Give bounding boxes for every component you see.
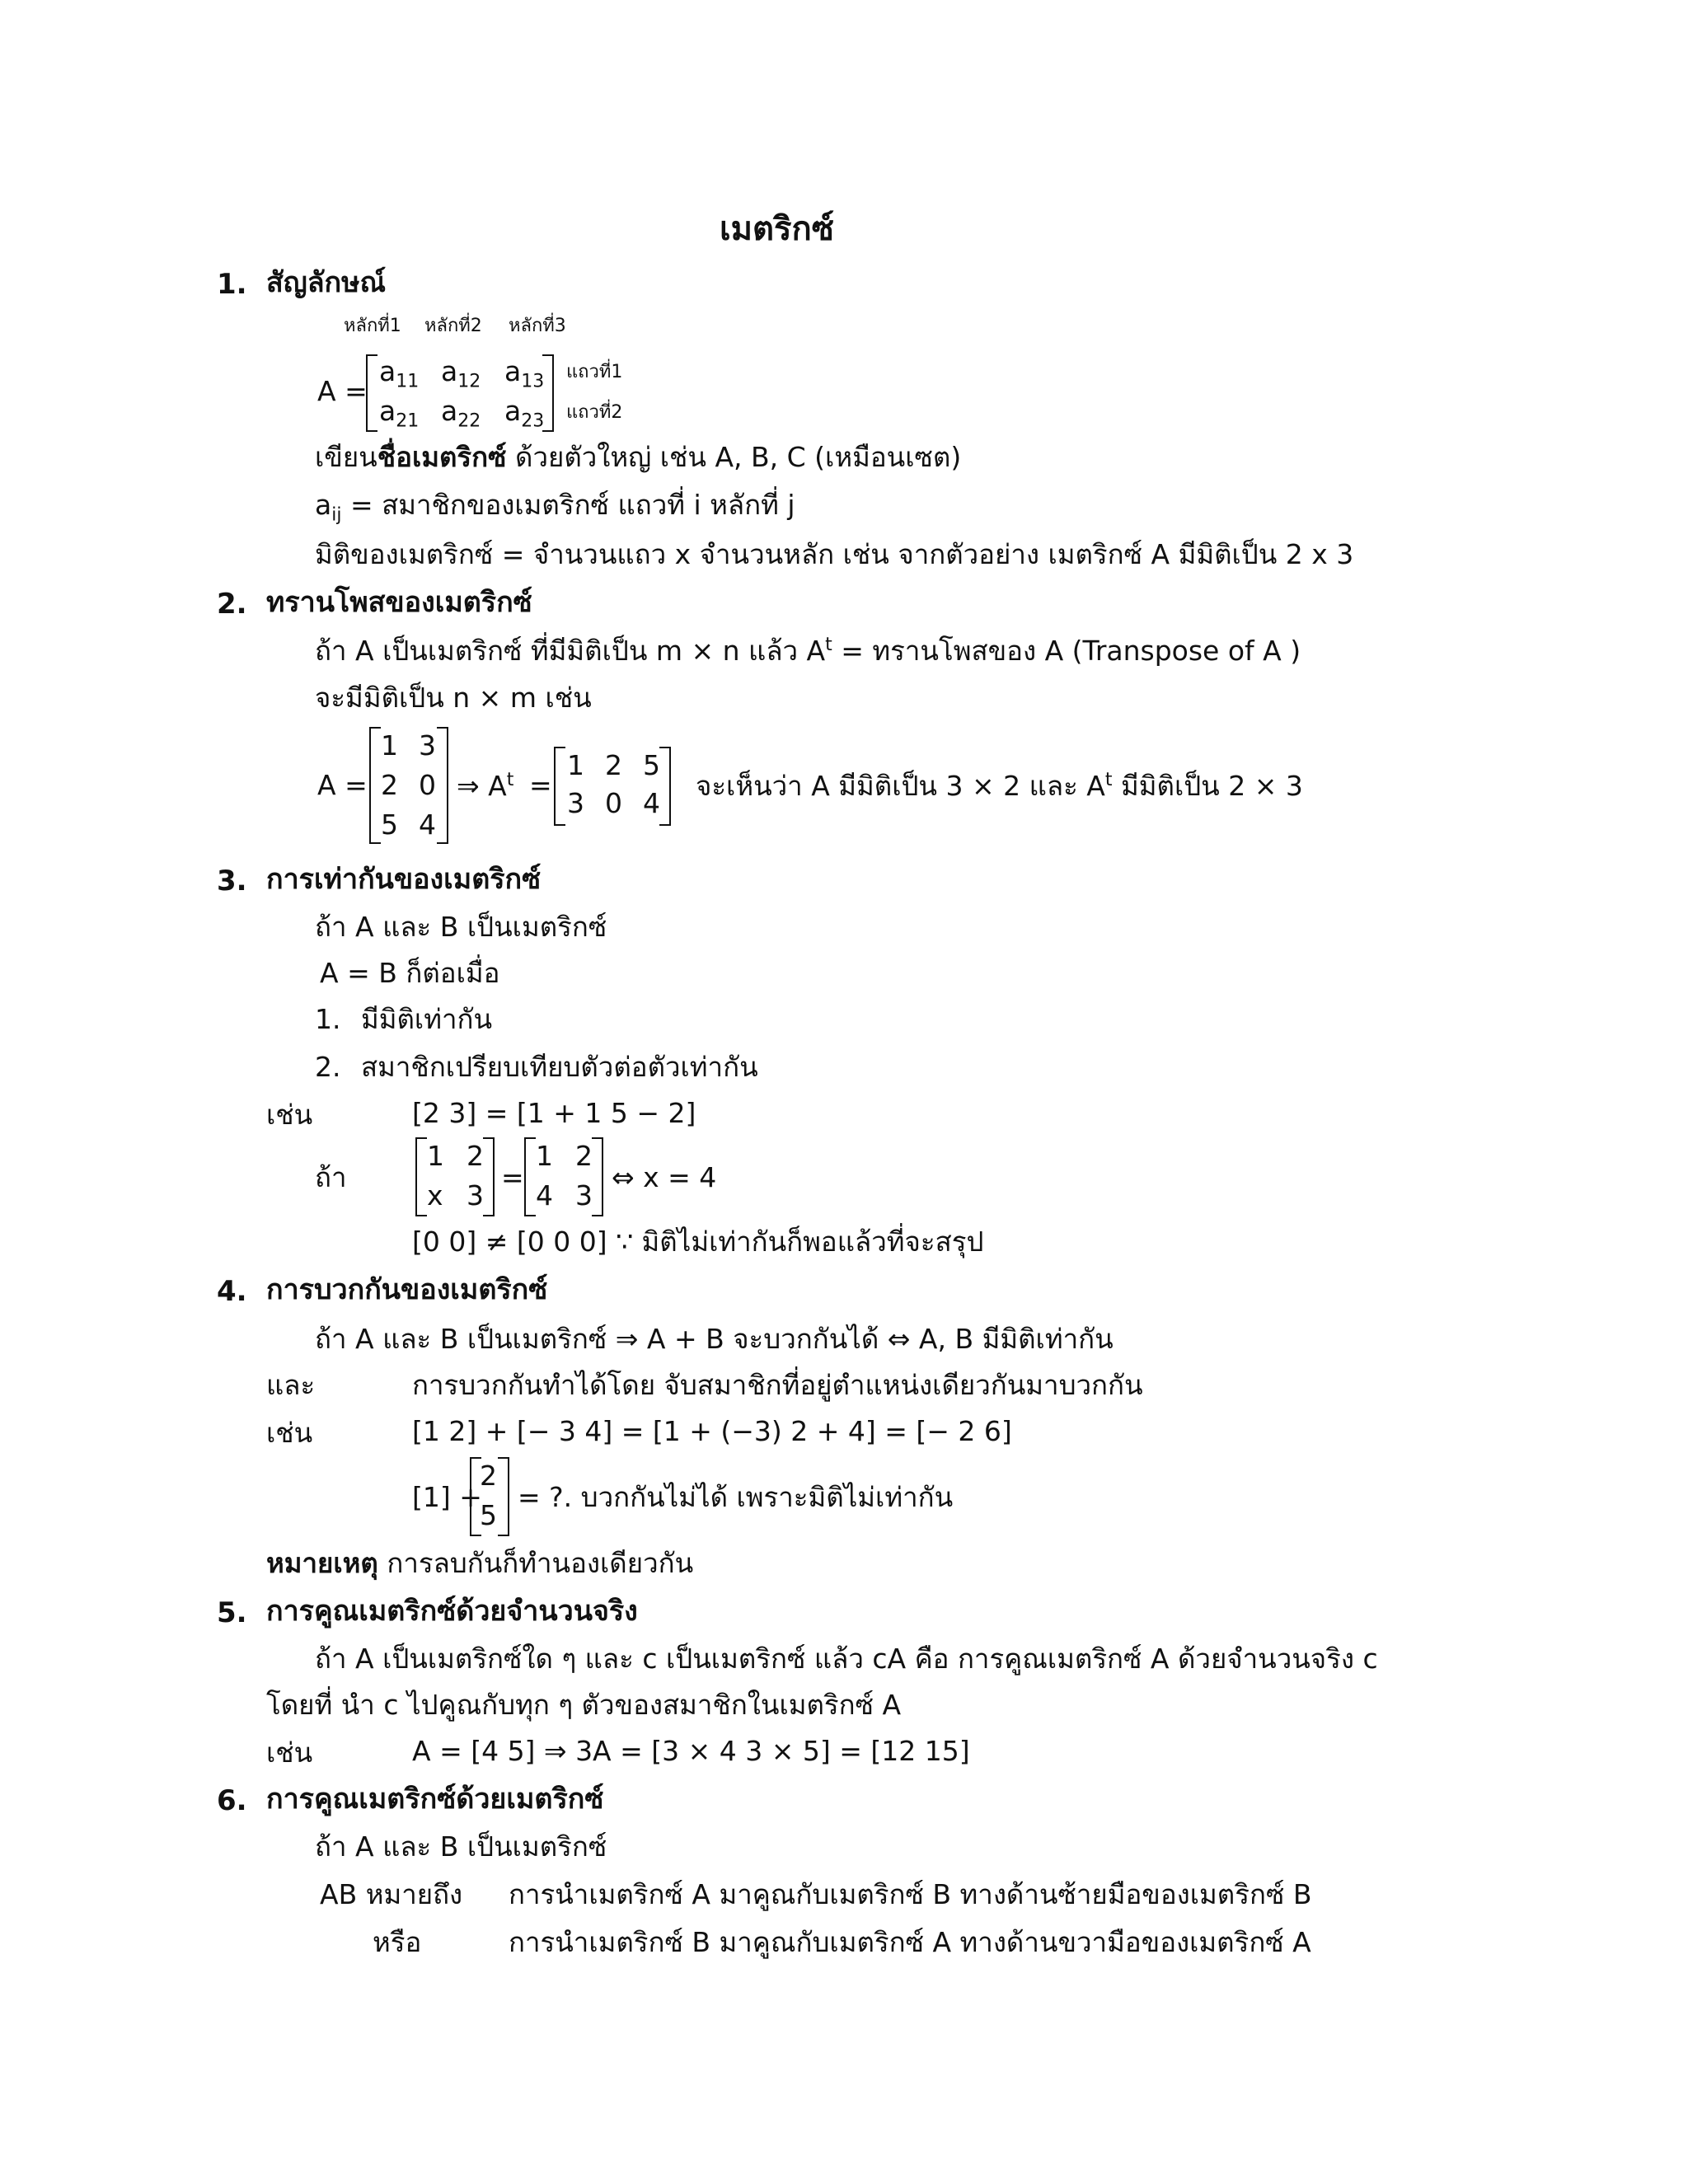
matrix-e-right-bracket — [498, 1457, 509, 1536]
matrix-c-cell: 3 — [467, 1179, 484, 1212]
matrix-a2-cell: 1 — [381, 729, 398, 762]
matrix-c-cell: 2 — [467, 1140, 484, 1172]
section-5-heading: การคูณเมตริกซ์ด้วยจำนวนจริง — [266, 1595, 638, 1628]
section-4-heading: การบวกกันของเมตริกซ์ — [266, 1273, 548, 1306]
column-label-1: หลักที่1 — [344, 316, 401, 336]
example-label: เช่น — [266, 1099, 313, 1131]
ab-meaning-label: AB หมายถึง — [320, 1878, 463, 1910]
or-meaning-text: การนำเมตริกซ์ B มาคูณกับเมตริกซ์ A ทางด้านขวามือของเมตริกซ์ A — [509, 1926, 1311, 1958]
scalar-example: A = [4 5] ⇒ 3A = [3 × 4 3 × 5] = [12 15] — [412, 1735, 970, 1767]
section-4-number: 4. — [217, 1275, 247, 1308]
element-a13: $a_{13}$ — [504, 355, 545, 392]
addition-example-2-prefix: [1] + — [412, 1481, 482, 1513]
row-label-1: แถวที่1 — [566, 362, 623, 382]
element-a22: $a_{22}$ — [441, 395, 481, 432]
addition-condition: ถ้า A และ B เป็นเมตริกซ์ ⇒ A + B จะบวกกันได้ ⇔ A, B มีมิติเท่ากัน — [315, 1323, 1114, 1355]
transpose-dimension: จะมีมิติเป็น n × m เช่น — [315, 682, 592, 714]
section-6-number: 6. — [217, 1784, 247, 1817]
element-a12: $a_{12}$ — [441, 355, 481, 392]
matrix-c-cell: 1 — [427, 1140, 444, 1172]
matrix-at-cell: 3 — [567, 787, 584, 819]
ab-meaning-text: การนำเมตริกซ์ A มาคูณกับเมตริกซ์ B ทางด้านซ้ายมือของเมตริกซ์ B — [509, 1878, 1312, 1910]
matrix-a2-cell: 3 — [419, 729, 436, 762]
section-3-number: 3. — [217, 865, 247, 898]
matrix-d-right-bracket — [592, 1137, 603, 1216]
section-2-heading: ทรานโพสของเมตริกซ์ — [266, 586, 532, 619]
equality-item: มีมิติเท่ากัน — [361, 1003, 493, 1035]
section-2-number: 2. — [217, 588, 247, 621]
matrix-at-cell: 1 — [567, 749, 584, 781]
matrix-a2-cell: 4 — [419, 808, 436, 841]
equality-item-number: 1. — [315, 1003, 341, 1035]
matrix-d-cell: 3 — [575, 1179, 593, 1212]
example-label: เช่น — [266, 1736, 313, 1769]
transpose-conclusion: จะเห็นว่า A มีมิติเป็น 3 × 2 และ $A^t$ มีมิติเป็น 2 × 3 — [696, 770, 1303, 802]
equality-iff: A = B ก็ต่อเมื่อ — [320, 957, 500, 989]
scalar-definition: ถ้า A เป็นเมตริกซ์ใด ๆ และ c เป็นเมตริกซ์ แล้ว cA คือ การคูณเมตริกซ์ A ด้วยจำนวนจริง c — [315, 1643, 1378, 1675]
iff-result: ⇔ x = 4 — [612, 1161, 717, 1193]
dimension-definition: มิติของเมตริกซ์ = จำนวนแถว x จำนวนหลัก เช่น จากตัวอย่าง เมตริกซ์ A มีมิติเป็น 2 x 3 — [315, 538, 1354, 570]
section-5-number: 5. — [217, 1596, 247, 1629]
addition-example-2-result: = ?. บวกกันไม่ได้ เพราะมิติไม่เท่ากัน — [518, 1481, 954, 1513]
column-label-3: หลักที่3 — [509, 316, 566, 336]
matrix-at-cell: 4 — [643, 787, 660, 819]
addition-method: การบวกกันทำได้โดย จับสมาชิกที่อยู่ตำแหน่งเดียวกันมาบวกกัน — [412, 1369, 1143, 1401]
section-1-number: 1. — [217, 268, 247, 301]
page-title: เมตริกซ์ — [720, 210, 834, 248]
matrix-e-cell: 5 — [480, 1499, 497, 1531]
element-definition: $a_{ij}$ = สมาชิกของเมตริกซ์ แถวที่ i หลักที่ j — [315, 489, 795, 526]
transpose-arrow: ⇒ $A^t$ — [457, 770, 514, 802]
transpose-definition: ถ้า A เป็นเมตริกซ์ ที่มีมิติเป็น m × n แล้ว $A^t$ = ทรานโพสของ A (Transpose of A ) — [315, 635, 1301, 667]
or-label: หรือ — [373, 1926, 422, 1958]
element-a23: $a_{23}$ — [504, 395, 545, 432]
element-a21: $a_{21}$ — [379, 395, 420, 432]
matrix-at-cell: 0 — [605, 787, 622, 819]
equality-example-3: [0 0] ≠ [0 0 0] ∵ มิติไม่เท่ากันก็พอแล้วที่จะสรุป — [412, 1226, 984, 1258]
matrix-e-cell: 2 — [480, 1460, 497, 1492]
matrix-a2-cell: 5 — [381, 808, 398, 841]
matrix-a2-lhs: A = — [317, 769, 368, 801]
matrix-a2-right-bracket — [437, 727, 448, 844]
matrix-equals: = — [501, 1161, 524, 1193]
section-6-heading: การคูณเมตริกซ์ด้วยเมตริกซ์ — [266, 1783, 604, 1816]
equality-example-1: [2 3] = [1 + 1 5 − 2] — [412, 1097, 696, 1129]
matrix-at-cell: 5 — [643, 749, 660, 781]
matrix-c-right-bracket — [483, 1137, 495, 1216]
transpose-equals: = — [529, 769, 552, 801]
section-3-heading: การเท่ากันของเมตริกซ์ — [266, 863, 542, 896]
row-label-2: แถวที่2 — [566, 402, 623, 423]
column-label-2: หลักที่2 — [424, 316, 482, 336]
and-label: และ — [266, 1369, 316, 1401]
matrix-at-right-bracket — [659, 747, 671, 826]
section-1-heading: สัญลักษณ์ — [266, 266, 387, 299]
matrix-a2-cell: 0 — [419, 769, 436, 801]
matrix-at-left-bracket — [554, 747, 565, 826]
matrix-at-cell: 2 — [605, 749, 622, 781]
matrix-d-cell: 2 — [575, 1140, 593, 1172]
matrix-d-left-bracket — [524, 1137, 536, 1216]
element-a11: $a_{11}$ — [379, 355, 420, 392]
matrix-name-note: เขียนชื่อเมตริกซ์ ด้วยตัวใหญ่ เช่น A, B, C (เหมือนเซต) — [315, 441, 962, 473]
matrix-a-lhs: A = — [317, 375, 368, 407]
example-label: เช่น — [266, 1417, 313, 1449]
if-label: ถ้า — [315, 1161, 347, 1193]
matrix-d-cell: 4 — [536, 1179, 553, 1212]
equality-item-number: 2. — [315, 1051, 341, 1083]
matrix-c-left-bracket — [415, 1137, 427, 1216]
equality-condition: ถ้า A และ B เป็นเมตริกซ์ — [315, 911, 607, 943]
addition-example-1: [1 2] + [− 3 4] = [1 + (−3) 2 + 4] = [− 2 6] — [412, 1415, 1012, 1447]
matrix-a-right-bracket — [542, 354, 554, 432]
matrix-a2-left-bracket — [369, 727, 381, 844]
equality-item: สมาชิกเปรียบเทียบตัวต่อตัวเท่ากัน — [361, 1051, 758, 1083]
scalar-method: โดยที่ นำ c ไปคูณกับทุก ๆ ตัวของสมาชิกในเมตริกซ์ A — [266, 1689, 902, 1721]
matrix-c-cell: x — [427, 1179, 443, 1212]
note: หมายเหตุ การลบกันก็ทำนองเดียวกัน — [266, 1547, 694, 1579]
matrix-a2-cell: 2 — [381, 769, 398, 801]
matrix-a-left-bracket — [366, 354, 377, 432]
matrix-d-cell: 1 — [536, 1140, 553, 1172]
product-condition: ถ้า A และ B เป็นเมตริกซ์ — [315, 1830, 607, 1863]
